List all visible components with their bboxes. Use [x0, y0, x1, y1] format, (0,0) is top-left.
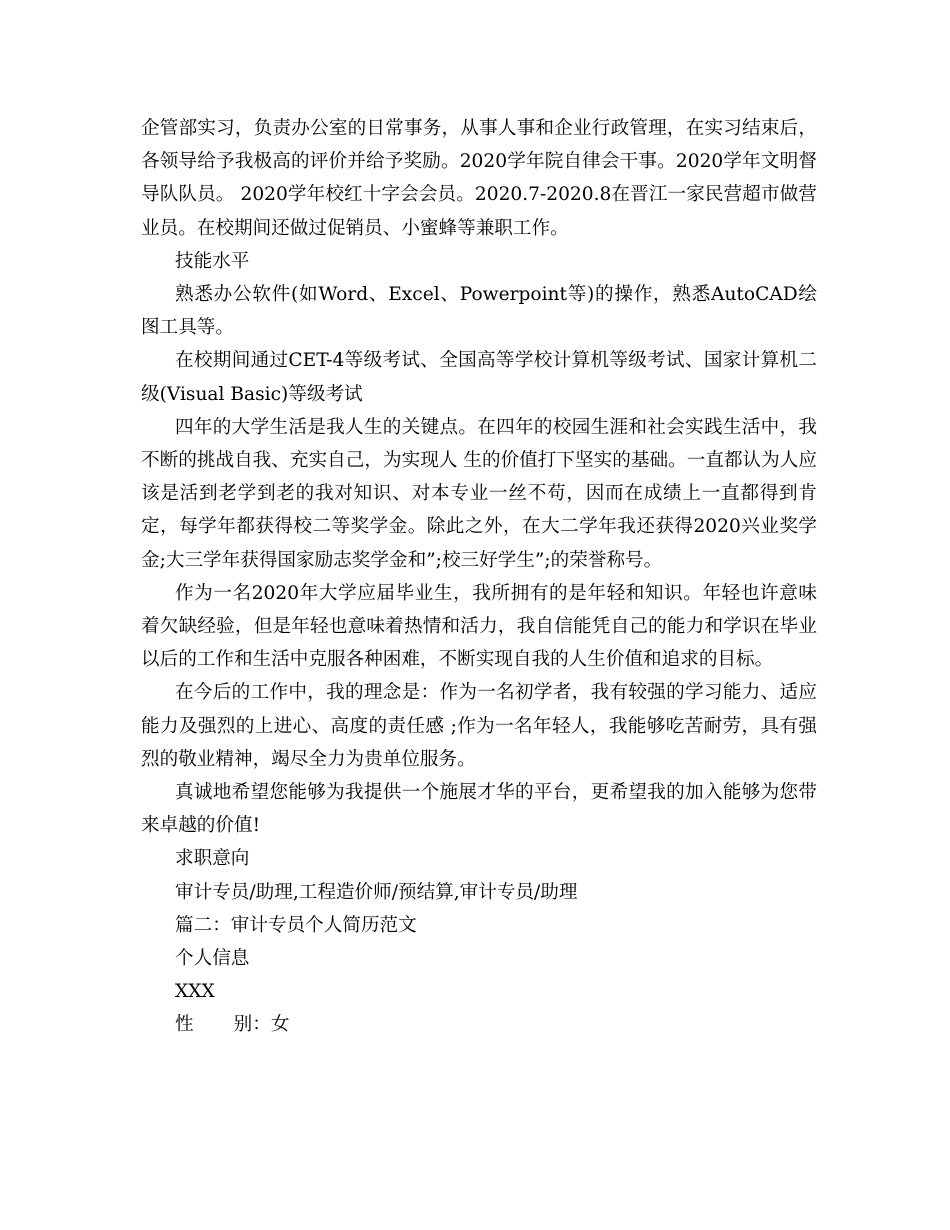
gender-value: 女	[270, 1014, 290, 1036]
name-value: XXX	[175, 981, 215, 1003]
paragraph-hope: 真诚地希望您能够为我提供一个施展才华的平台，更希望我的加入能够为您带来卓越的价值!	[141, 782, 817, 837]
paragraph-philosophy: 在今后的工作中，我的理念是：作为一名初学者，我有较强的学习能力、适应能力及强烈的上进心、高度的责任感 ;作为一名年轻人，我能够吃苦耐劳，具有强烈的敬业精神，竭尽全力为贵单位服务。	[141, 682, 817, 770]
paragraph-college-life: 四年的大学生活是我人生的关键点。在四年的校园生涯和社会实践生活中，我不断的挑战自我、充实自己，为实现人 生的价值打下坚实的基础。一直都认为人应该是活到老学到老的我对知识、对本专业一丝不苟，因而在成绩上一直都得到肯定，每学年都获得校二等奖学金。除此之外，在大二学年我还获得2020兴业奖学金;大三学年获得国家励志奖学金和”;校三好学生”;的荣誉称号。	[141, 416, 817, 571]
job-intent-value: 审计专员/助理,工程造价师/预结算,审计专员/助理	[175, 881, 578, 903]
paragraph-internship: 企管部实习，负责办公室的日常事务，从事人事和企业行政管理，在实习结束后，各领导给予我极高的评价并给予奖励。2020学年院自律会干事。2020学年文明督导队队员。 2020学年校红十字会会员。2020.7-2020.8在晋江一家民营超市做营业员。在校期间还做过促销员、小蜜蜂等兼职工作。	[141, 118, 817, 239]
gender-label-second: 别：	[233, 1014, 271, 1036]
gender-label-first: 性	[175, 1014, 194, 1036]
paragraph-graduate: 作为一名2020年大学应届毕业生，我所拥有的是年轻和知识。年轻也许意味着欠缺经验，但是年轻也意味着热情和活力，我自信能凭自己的能力和学识在毕业以后的工作和生活中克服各种困难，不断实现自我的人生价值和追求的目标。	[141, 582, 817, 671]
paragraph-exams: 在校期间通过CET-4等级考试、全国高等学校计算机等级考试、国家计算机二级(Visual Basic)等级考试	[141, 350, 817, 405]
heading-job-intent: 求职意向	[175, 848, 250, 870]
heading-skills: 技能水平	[175, 250, 250, 272]
section-title: 篇二：审计专员个人简历范文	[175, 914, 417, 936]
paragraph-office-skills: 熟悉办公软件(如Word、Excel、Powerpoint等)的操作，熟悉AutoCAD绘图工具等。	[141, 284, 817, 339]
heading-personal-info: 个人信息	[175, 948, 250, 970]
document-body	[141, 112, 817, 1042]
gender-row	[141, 1008, 817, 1041]
